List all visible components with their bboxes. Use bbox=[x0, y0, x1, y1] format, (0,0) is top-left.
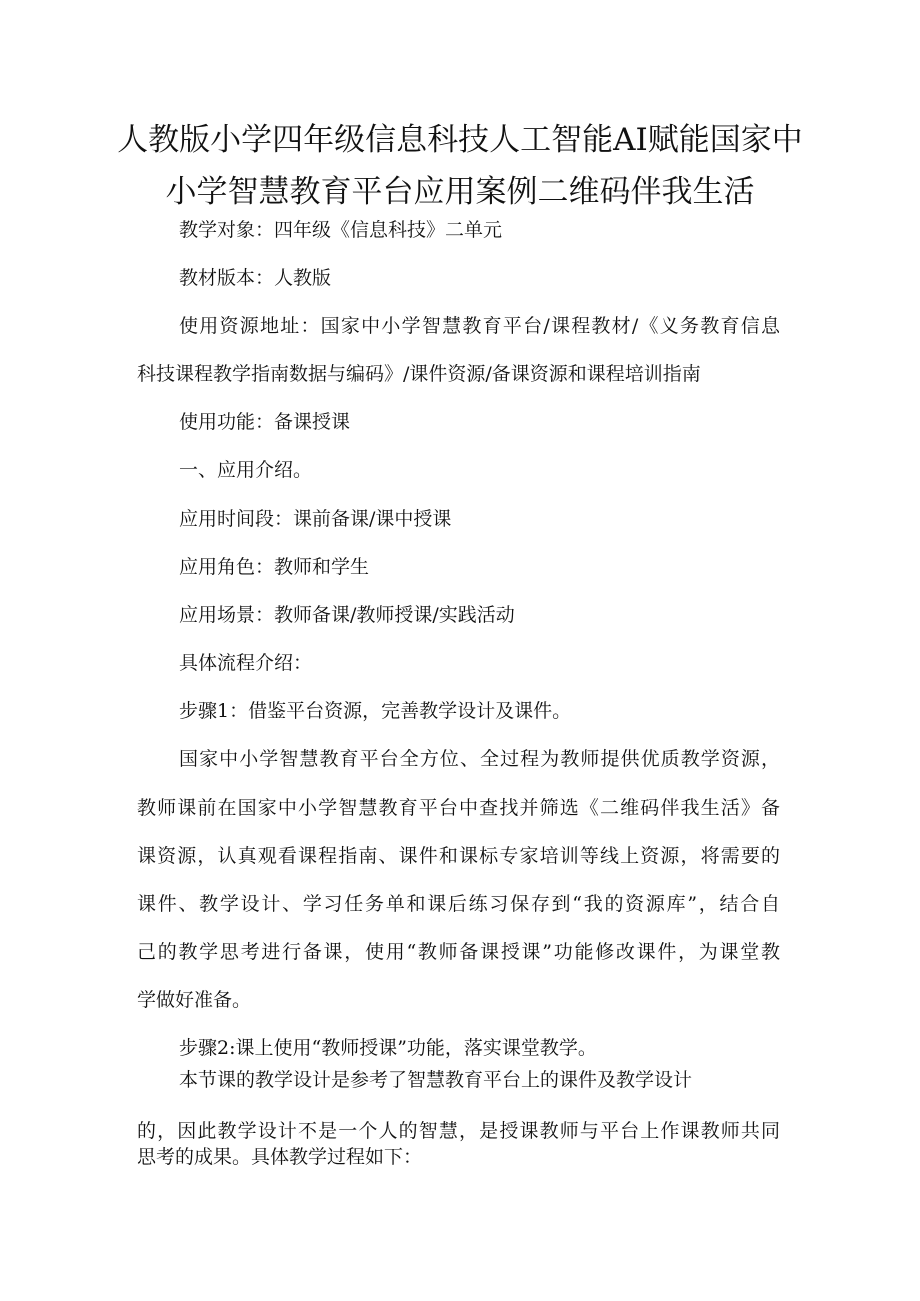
document-title-line-1: 人教版小学四年级信息科技人工智能AI赋能国家中 bbox=[117, 122, 803, 158]
step1-paragraph-line: 教师课前在国家中小学智慧教育平台中查找并筛选《二维码伴我生活》备 bbox=[137, 797, 780, 819]
application-roles: 应用角色：教师和学生 bbox=[179, 556, 370, 578]
application-time-period: 应用时间段：课前备课/课中授课 bbox=[179, 508, 452, 530]
usage-function: 使用功能：备课授课 bbox=[179, 411, 351, 433]
step1-heading: 步骤1：借鉴平台资源，完善教学设计及课件。 bbox=[179, 700, 572, 722]
step1-paragraph-line: 课资源，认真观看课程指南、课件和课标专家培训等线上资源，将需要的 bbox=[137, 845, 780, 867]
step2-paragraph-line: 的，因此教学设计不是一个人的智慧，是授课教师与平台上作课教师共同 bbox=[137, 1120, 780, 1142]
resource-address-line-2: 科技课程教学指南数据与编码》/课件资源/备课资源和课程培训指南 bbox=[137, 363, 701, 385]
textbook-version: 教材版本：人教版 bbox=[179, 267, 332, 289]
application-scenes: 应用场景：教师备课/教师授课/实践活动 bbox=[179, 604, 515, 626]
document-title-line-2: 小学智慧教育平台应用案例二维码伴我生活 bbox=[165, 174, 755, 210]
step1-paragraph-line: 课件、教学设计、学习任务单和课后练习保存到“我的资源库”，结合自 bbox=[137, 893, 780, 915]
step1-paragraph-line: 学做好准备。 bbox=[137, 989, 252, 1011]
step1-paragraph-line: 国家中小学智慧教育平台全方位、全过程为教师提供优质教学资源， bbox=[179, 748, 780, 770]
resource-address-line-1: 使用资源地址：国家中小学智慧教育平台/课程教材/《义务教育信息 bbox=[179, 315, 780, 337]
flow-intro: 具体流程介绍： bbox=[179, 652, 313, 674]
step2-paragraph-line: 本节课的教学设计是参考了智慧教育平台上的课件及教学设计 bbox=[179, 1069, 693, 1091]
step2-heading: 步骤2:课上使用“教师授课”功能，落实课堂教学。 bbox=[179, 1037, 597, 1059]
step2-paragraph-line: 思考的成果。具体教学过程如下： bbox=[137, 1146, 423, 1168]
step1-paragraph-line: 己的教学思考进行备课，使用“教师备课授课”功能修改课件，为课堂教 bbox=[137, 941, 780, 963]
section-heading-application-intro: 一、应用介绍。 bbox=[179, 459, 313, 481]
teaching-object: 教学对象：四年级《信息科技》二单元 bbox=[179, 219, 503, 241]
